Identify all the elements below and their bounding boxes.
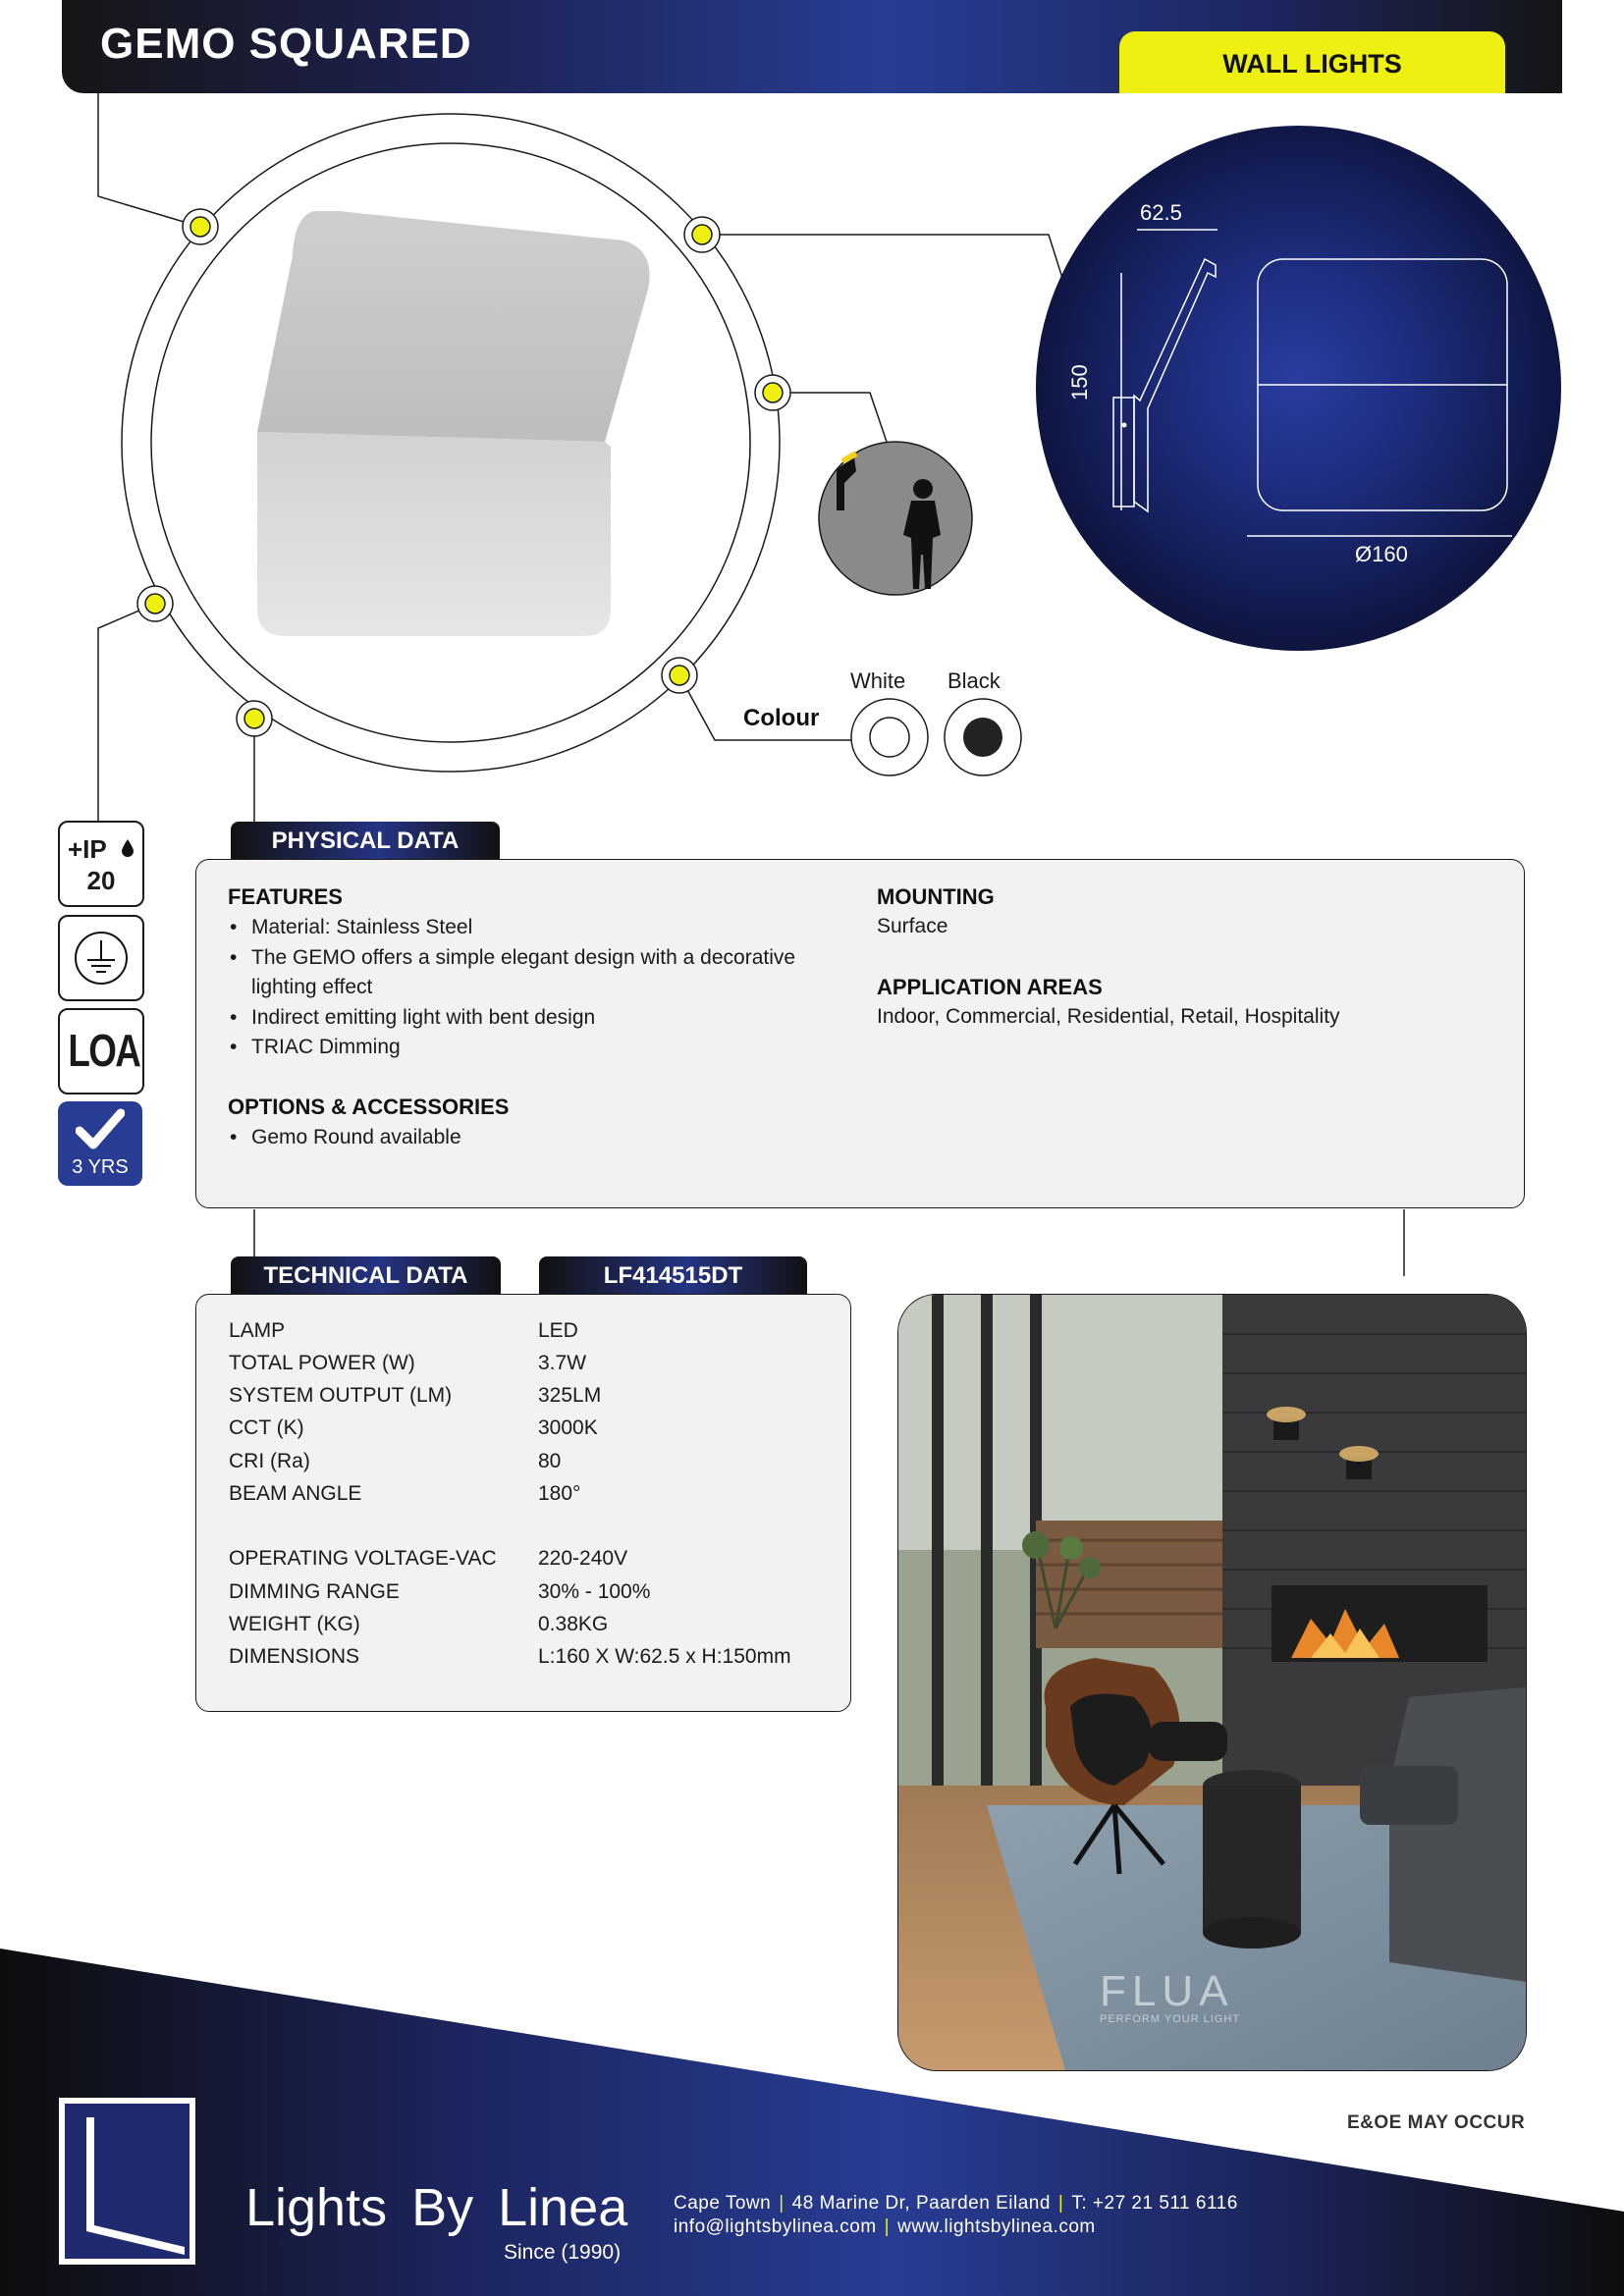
- technical-data-panel: [195, 1294, 851, 1712]
- category-label: WALL LIGHTS: [1222, 49, 1402, 79]
- depth-label: 62.5: [1140, 200, 1182, 225]
- product-title: GEMO SQUARED: [100, 20, 472, 68]
- contact-email[interactable]: info@lightsbylinea.com: [674, 2216, 877, 2237]
- loa-badge: [58, 1008, 144, 1095]
- spec-label: DIMENSIONS: [229, 1645, 360, 1668]
- dimension-drawing: [1036, 126, 1561, 651]
- spec-label: SYSTEM OUTPUT (LM): [229, 1384, 453, 1407]
- application-value: Indoor, Commercial, Residential, Retail, Hospitality: [877, 1005, 1340, 1028]
- application-heading: APPLICATION AREAS: [877, 975, 1103, 999]
- colour-swatches: [849, 696, 1026, 778]
- earth-ground-icon: [72, 929, 131, 988]
- spec-label: DIMMING RANGE: [229, 1580, 400, 1603]
- feature-item: • Material: Stainless Steel: [228, 913, 817, 943]
- photo-watermark-tagline: PERFORM YOUR LIGHT: [1100, 2013, 1241, 2025]
- colour-heading: Colour: [743, 705, 820, 731]
- disclaimer: E&OE MAY OCCUR: [1347, 2112, 1526, 2133]
- dimension-diagram: [1036, 126, 1561, 651]
- contact-line-2: info@lightsbylinea.com | www.lightsbylinea.com: [674, 2216, 1096, 2237]
- product-code-tab: LF414515DT: [539, 1256, 807, 1294]
- water-drop-icon: [121, 838, 135, 858]
- spec-value: 80: [538, 1450, 562, 1472]
- ip-value: 20: [86, 866, 116, 895]
- contact-phone: T: +27 21 511 6116: [1071, 2193, 1238, 2214]
- physical-data-tab: PHYSICAL DATA: [231, 822, 500, 859]
- ip-rating-badge: [58, 821, 144, 907]
- linea-logo-icon: [59, 2098, 196, 2265]
- warranty-badge: [58, 1101, 142, 1186]
- warranty-text: 3 YRS: [72, 1156, 129, 1178]
- spec-value: 180°: [538, 1482, 581, 1505]
- colour-option-white-label: White: [850, 668, 906, 693]
- brand-name: Lights By Linea: [245, 2178, 628, 2237]
- contact-line-1: Cape Town | 48 Marine Dr, Paarden Eiland | T: +27 21 511 6116: [674, 2193, 1238, 2214]
- options-heading: OPTIONS & ACCESSORIES: [228, 1095, 510, 1119]
- features-list: [228, 913, 817, 1063]
- loa-text: LOA: [68, 1025, 140, 1076]
- options-list: [228, 1123, 817, 1153]
- human-scale-icon: [819, 442, 972, 595]
- spec-label: CCT (K): [229, 1416, 304, 1439]
- spec-label: LAMP: [229, 1319, 286, 1342]
- diameter-label: Ø160: [1355, 542, 1408, 566]
- contact-address: 48 Marine Dr, Paarden Eiland: [791, 2193, 1051, 2214]
- spec-label: TOTAL POWER (W): [229, 1352, 415, 1374]
- ip-prefix: +IP: [68, 834, 107, 864]
- spec-value: 325LM: [538, 1384, 602, 1407]
- spec-label: BEAM ANGLE: [229, 1482, 362, 1505]
- feature-item: • Indirect emitting light with bent design: [228, 1003, 817, 1034]
- spec-label: CRI (Ra): [229, 1450, 310, 1472]
- technical-data-tab: TECHNICAL DATA: [231, 1256, 501, 1294]
- contact-website[interactable]: www.lightsbylinea.com: [897, 2216, 1096, 2237]
- option-item: • Gemo Round available: [228, 1123, 817, 1153]
- checkmark-icon: [76, 1107, 125, 1154]
- swatch-black: [963, 718, 1002, 757]
- spec-value: LED: [538, 1319, 578, 1342]
- colour-option-black-label: Black: [947, 668, 1001, 693]
- spec-value: 30% - 100%: [538, 1580, 651, 1603]
- spec-value: 0.38KG: [538, 1613, 609, 1635]
- spec-value: 3000K: [538, 1416, 598, 1439]
- spec-label: OPERATING VOLTAGE-VAC: [229, 1547, 497, 1570]
- features-heading: FEATURES: [228, 884, 343, 909]
- feature-item: • The GEMO offers a simple elegant design with a decorative lighting effect: [228, 943, 817, 1003]
- contact-city: Cape Town: [674, 2193, 772, 2214]
- spec-label: WEIGHT (KG): [229, 1613, 360, 1635]
- spec-value: L:160 X W:62.5 x H:150mm: [538, 1645, 791, 1668]
- earth-class-badge: [58, 915, 144, 1001]
- mounting-value: Surface: [877, 915, 948, 937]
- lamp-bottom-face: [257, 432, 611, 636]
- mounting-heading: MOUNTING: [877, 884, 995, 909]
- swatch-white: [870, 718, 909, 757]
- photo-watermark: FLUA: [1100, 1967, 1234, 2015]
- spec-value: 3.7W: [538, 1352, 587, 1374]
- feature-item: • TRIAC Dimming: [228, 1033, 817, 1063]
- physical-data-panel: [195, 859, 1525, 1208]
- brand-since: Since (1990): [504, 2241, 622, 2264]
- height-label: 150: [1067, 364, 1092, 400]
- spec-value: 220-240V: [538, 1547, 628, 1570]
- lamp-top-face: [257, 211, 650, 442]
